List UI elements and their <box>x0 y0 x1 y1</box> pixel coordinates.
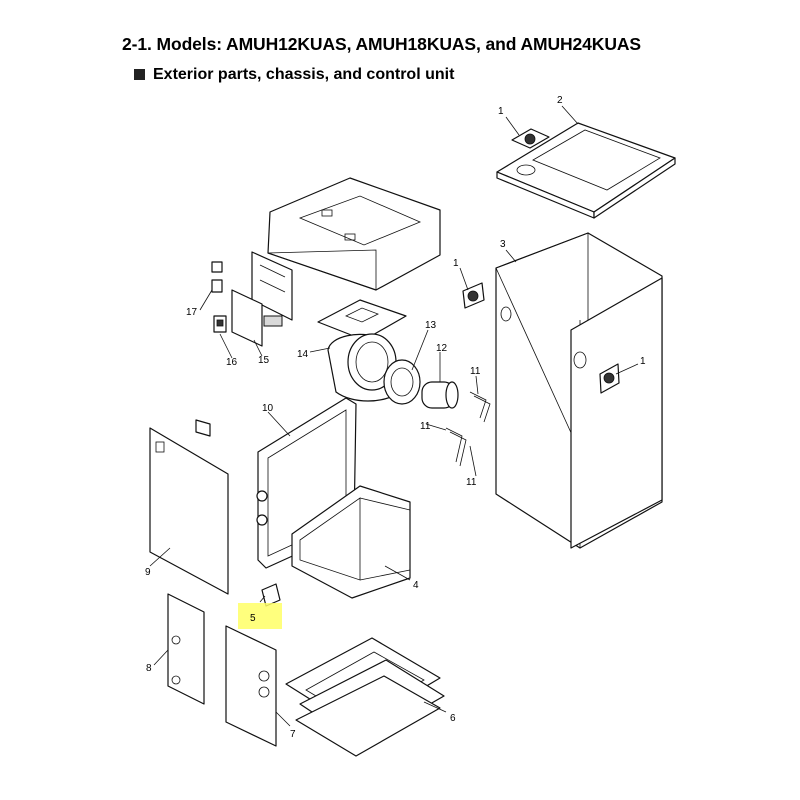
callout-8: 8 <box>146 663 152 674</box>
callout-7: 7 <box>290 729 296 740</box>
drain-pan <box>286 638 444 756</box>
callout-14: 14 <box>297 349 309 360</box>
callout-11-bottom: 11 <box>466 477 477 488</box>
callout-1-top: 1 <box>498 106 504 117</box>
callout-17: 17 <box>186 307 198 318</box>
subtitle-text: Exterior parts, chassis, and control unit <box>153 66 455 83</box>
lower-front-panel <box>226 626 276 746</box>
callout-9: 9 <box>145 567 151 578</box>
component-17 <box>212 262 222 292</box>
callout-15: 15 <box>258 355 270 366</box>
callout-11-left: 11 <box>420 421 431 432</box>
callout-4: 4 <box>413 580 419 591</box>
callout-5: 5 <box>250 613 256 624</box>
small-panel <box>168 594 204 704</box>
callout-12: 12 <box>436 343 448 354</box>
component-16 <box>214 316 226 332</box>
page-title: 2-1. Models: AMUH12KUAS, AMUH18KUAS, and AMUH24KUAS <box>122 34 641 54</box>
top-chassis <box>268 178 440 290</box>
highlight-part-5 <box>238 603 282 629</box>
component-5 <box>262 584 280 606</box>
callout-10: 10 <box>262 403 274 414</box>
blower-motor <box>422 382 458 408</box>
callout-1-left: 1 <box>453 258 459 269</box>
callout-2: 2 <box>557 95 563 106</box>
callout-13: 13 <box>425 320 437 331</box>
side-panel <box>150 420 228 594</box>
grille-cabinet-left <box>463 283 484 308</box>
cabinet <box>496 233 662 548</box>
callout-16: 16 <box>226 357 238 368</box>
callout-1-right: 1 <box>640 356 646 367</box>
callout-11-top: 11 <box>470 366 481 377</box>
callout-6: 6 <box>450 713 456 724</box>
callout-3: 3 <box>500 239 506 250</box>
motor-mount-ring <box>384 360 420 404</box>
